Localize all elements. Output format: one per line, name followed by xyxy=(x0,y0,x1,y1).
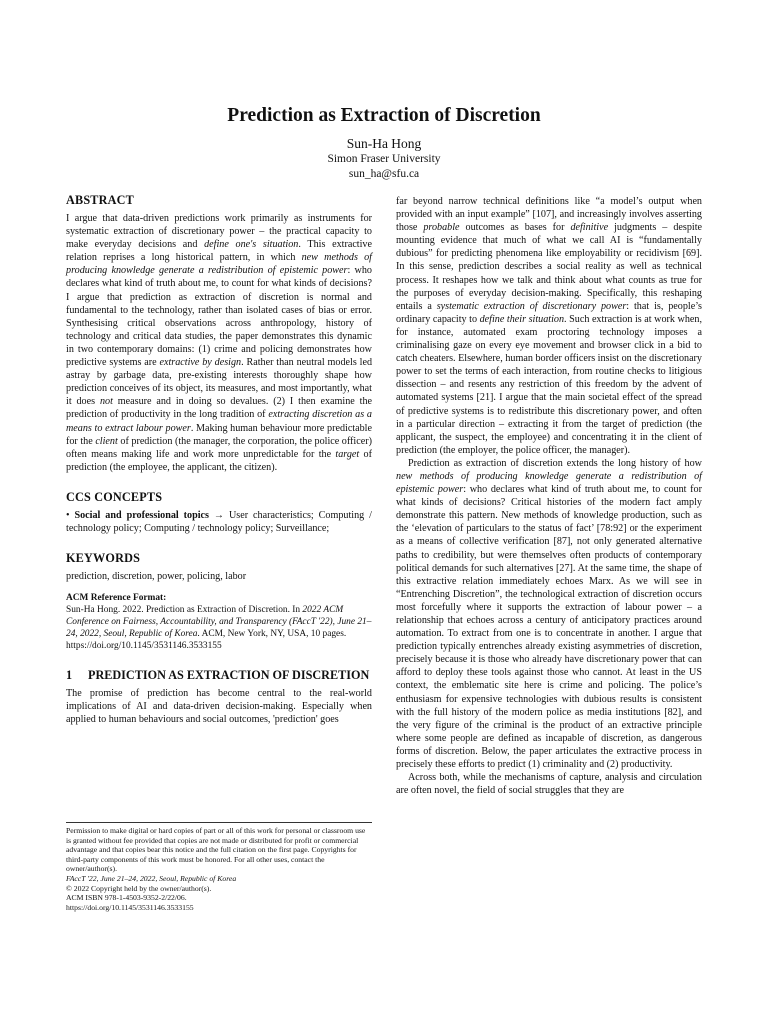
body-paragraph-1: far beyond narrow technical definitions like “a model’s output when provided with an input example” [107], and increasingly involves asserting those probable outcomes as bases for definitive judgments – despite mounting evidence that much of what we call AI is “fundamentally dubious” for predicting phenomena like employability or recidivism [69]. In this sense, prediction describes a social reality as well as technical process. It reshapes how we talk and think about what counts as true for the purposes of everyday decision-making. Specifically, this reshaping entails a systematic extraction of discretionary power: that is, people’s ordinary capacity to define their situation. Such extraction is at work when, for instance, automated exam proctoring technology imposes a criminalising gaze on every eye movement and browser click in a bid to catch cheaters. Elsewhere, human border officers insist on the discretionary power to set the terms of each interaction, from routine checks to litigious dissection – and resents any restriction of this freedom by the advent of automated systems [21]. I argue that the main societal effect of the spread of predictive systems is to redistribute this discretionary power, and often in a particular direction – extracting it from the target of prediction (the applicant, the suspect, the employee) and concentrating it in the client of prediction (the employer, the police officer, the manager). xyxy=(396,196,702,456)
doi-link[interactable]: https://doi.org/10.1145/3531146.3533155 xyxy=(66,902,194,912)
section-1-heading xyxy=(66,668,372,683)
permission-footnote xyxy=(66,822,372,912)
acm-reference-text: Sun-Ha Hong. 2022. Prediction as Extraction of Discretion. In 2022 ACM Conference on Fairness, Accountability, and Transparency (FAccT '22), June 21–24, 2022, Seoul, Republic of Korea. ACM, New York, NY, USA, 10 pages. https://doi.org/10.1145/3531146.3533155 xyxy=(66,605,372,652)
copyright-line: © 2022 Copyright held by the owner/author(s). xyxy=(66,883,212,893)
conference-line: FAccT '22, June 21–24, 2022, Seoul, Republic of Korea xyxy=(66,873,237,883)
paper-title: Prediction as Extraction of Discretion xyxy=(227,105,541,126)
abstract-text: I argue that data-driven predictions work primarily as instruments for systematic extraction of discretionary power – the practical capacity to make everyday decisions and define one's situation. This extractive relation reprises a long historical pattern, in which new methods of producing knowledge generate a redistribution of epistemic power: who declares what kind of truth about me, to count for what kinds of decisions? I argue that prediction as extraction of discretion is normal and fundamental to the technology, rather than isolated cases of bias or error. Synthesising critical observations across anthropology, history of technology and critical data studies, the paper demonstrates this dynamic in two contemporary domains: (1) crime and policing demonstrates how predictive systems are extractive by design. Rather than neutral models led astray by garbage data, pre-existing interests thoroughly shape how prediction conceives of its object, its measures, and most importantly, what it does not measure and in doing so devalues. (2) I then examine the prediction of productivity in the long tradition of extracting discretion as a means to extract labour power. Making human behaviour more predictable for the client of prediction (the manager, the corporation, the police officer) often means making life and work more unpredictable for the target of prediction (the employee, the applicant, the citizen). xyxy=(66,213,373,473)
section-1-paragraph: The promise of prediction has become central to the real-world implications of AI and data-driven decision-making. Especially when applied to human behaviours and social outcomes, 'prediction' goes xyxy=(66,688,372,726)
left-column xyxy=(66,193,372,726)
ccs-text: • Social and professional topics → User characteristics; Computing / technology policy; Computing / technology policy; Surveillance; xyxy=(66,509,373,534)
right-column xyxy=(396,195,702,797)
isbn-line: ACM ISBN 978-1-4503-9352-2/22/06. xyxy=(66,893,187,903)
section-number: 1 xyxy=(66,668,73,683)
permission-text: Permission to make digital or hard copies of part or all of this work for personal or classroom use is granted without fee provided that copies are not made or distributed for profit or commercial advantage and that copies bear this notice and the full citation on the first page. Copyrights for third-party components of this work must be honored. For all other uses, contact the owner/author(s). xyxy=(66,826,366,874)
author-name: Sun-Ha Hong xyxy=(346,136,422,151)
keywords-text: prediction, discretion, power, policing, labor xyxy=(66,571,247,583)
keywords-heading: KEYWORDS xyxy=(66,551,141,566)
author-email[interactable]: sun_ha@sfu.ca xyxy=(348,168,420,180)
acm-reference-label: ACM Reference Format: xyxy=(66,593,167,604)
ccs-heading: CCS CONCEPTS xyxy=(66,489,163,504)
author-affiliation: Simon Fraser University xyxy=(327,153,441,165)
body-paragraph-3: Across both, while the mechanisms of capture, analysis and circulation are often novel, the field of social struggles that they are xyxy=(396,772,702,797)
abstract-heading: ABSTRACT xyxy=(66,193,134,207)
title-block xyxy=(0,103,768,182)
section-title: PREDICTION AS EXTRACTION OF DISCRETION xyxy=(88,668,370,683)
body-paragraph-2: Prediction as extraction of discretion extends the long history of how new methods of producing knowledge generate a redistribution of epistemic power: who declares what kind of truth about me, to count for what kinds of decisions? Critical histories of the modern fact amply demonstrate this pattern. New methods of knowledge production, such as the ‘elevation of particulars to the status of fact’ [78:92] or the experiment as a means of collective verification [87], not only generated alternative paths to credibility, but were themselves often products of contemporary political demands for such alternatives [27]. At the same time, the shape of this extractive relation immediately echoes Marx. As we will see in “Entrenching Discretion”, the technological extraction of discretion occurs most forcefully where it supports the extraction of labour power – a relationship that echoes across a century of anticipatory practices around automation. To extract from one is to concentrate in another. I argue that prediction typically entrenches already existing asymmetries of discretion, precisely because it is those who already have discretionary power that can afford to deploy these tools against those who cannot. At least in the US context, the emblematic site here is crime and policing. The police’s enthusiasm for expensive technologies with dubious results is consistent with the full history of the modern police as media institutions [82], and the very figure of the criminal is the product of an extractive principle where some people are defined as incapable of discretion, as dangerous forms of discretion. Below, the paper articulates the extractive process in precisely these efforts to predict (1) criminality and (2) productivity. xyxy=(396,457,702,771)
